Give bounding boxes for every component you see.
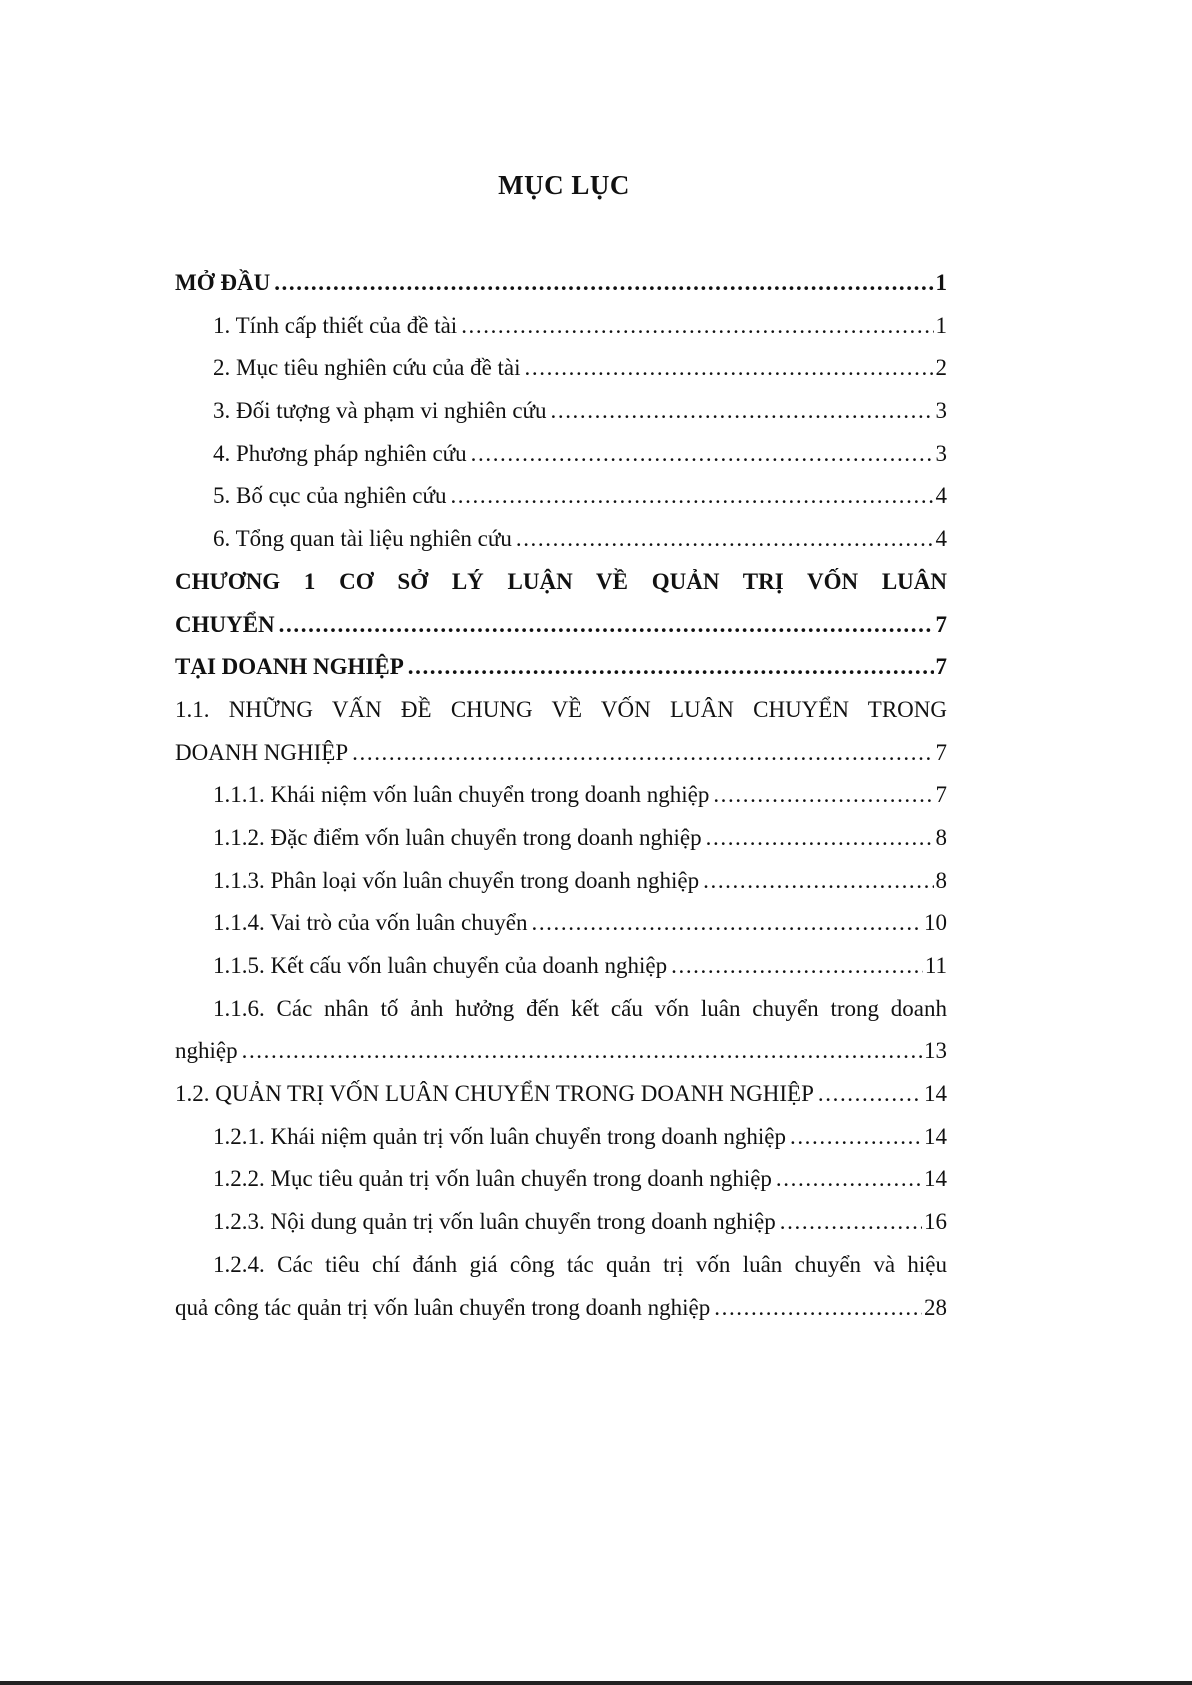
- toc-entry[interactable]: [175, 1116, 947, 1159]
- toc-entry-label: 6. Tổng quan tài liệu nghiên cứu: [213, 526, 512, 552]
- dot-leader: [352, 732, 933, 775]
- toc-entry[interactable]: [175, 945, 947, 988]
- toc-entry[interactable]: [175, 860, 947, 903]
- page-title: MỤC LỤC: [498, 170, 630, 200]
- toc-entry[interactable]: [175, 305, 947, 348]
- dot-leader: [551, 390, 934, 433]
- toc-entry-label: 1.1.3. Phân loại vốn luân chuyển trong doanh nghiệp: [213, 867, 700, 893]
- toc-entry[interactable]: [175, 561, 947, 604]
- toc-entry-label: 2. Mục tiêu nghiên cứu của đề tài: [213, 355, 521, 381]
- dot-leader: [471, 433, 934, 476]
- toc-entry[interactable]: [175, 1244, 947, 1287]
- dot-leader: [516, 518, 934, 561]
- dot-leader: [703, 860, 933, 903]
- toc-entry-page: 7: [935, 611, 947, 637]
- toc-entry[interactable]: [175, 433, 947, 476]
- dot-leader: [713, 774, 933, 817]
- toc-entry-page: 10: [924, 910, 947, 936]
- dot-leader: [790, 1116, 922, 1159]
- toc-entry[interactable]: [175, 646, 947, 689]
- toc-entry-page: 4: [935, 526, 947, 552]
- toc-entry[interactable]: [175, 1287, 947, 1330]
- toc-entry-page: 14: [924, 1166, 947, 1192]
- toc-entry[interactable]: [175, 390, 947, 433]
- toc-entry-page: 11: [924, 953, 947, 978]
- toc-entry-label: 1.1.6. Các nhân tố ảnh hưởng đến kết cấu vốn luân chuyển trong doanh: [213, 995, 947, 1021]
- toc-entry-page: 8: [935, 824, 947, 850]
- toc-entry-page: 1: [935, 270, 947, 295]
- page-bottom-border: [0, 1681, 1192, 1685]
- toc-entry-label: CHUYỂN: [175, 611, 275, 637]
- toc-entry[interactable]: [175, 518, 947, 561]
- toc-entry-page: 8: [935, 867, 947, 893]
- toc-entry-label: 4. Phương pháp nghiên cứu: [213, 440, 467, 466]
- toc-entry-label: 1.1.4. Vai trò của vốn luân chuyển: [213, 910, 528, 936]
- toc-entry[interactable]: [175, 902, 947, 945]
- toc-entry[interactable]: [175, 1030, 947, 1073]
- toc-entry-page: 16: [924, 1209, 947, 1235]
- toc-entry[interactable]: [175, 347, 947, 390]
- toc-entry[interactable]: [175, 817, 947, 860]
- toc-entry[interactable]: [175, 604, 947, 647]
- toc-entry-page: 7: [935, 654, 947, 680]
- toc-entry-page: 7: [935, 782, 947, 808]
- toc-entry[interactable]: [175, 774, 947, 817]
- toc-entry-label: 1. Tính cấp thiết của đề tài: [213, 312, 458, 338]
- toc-entry-label: MỞ ĐẦU: [175, 270, 271, 295]
- dot-leader: [780, 1201, 922, 1244]
- dot-leader: [706, 817, 934, 860]
- toc-entry-label: 3. Đối tượng và phạm vi nghiên cứu: [213, 398, 547, 424]
- dot-leader: [714, 1287, 922, 1330]
- toc-entry-page: 13: [924, 1038, 947, 1064]
- table-of-contents: [175, 262, 947, 1329]
- toc-entry[interactable]: [175, 1201, 947, 1244]
- toc-entry-label: nghiệp: [175, 1038, 238, 1064]
- toc-entry-label: 1.1.5. Kết cấu vốn luân chuyển của doanh nghiệp: [213, 953, 668, 978]
- toc-entry[interactable]: [175, 262, 947, 305]
- toc-entry[interactable]: [175, 475, 947, 518]
- toc-entry-page: 2: [935, 355, 947, 381]
- toc-entry-label: 1.2.4. Các tiêu chí đánh giá công tác quản trị vốn luân chuyển và hiệu: [213, 1251, 947, 1277]
- dot-leader: [242, 1030, 922, 1073]
- toc-entry-label: 1.2.1. Khái niệm quản trị vốn luân chuyển trong doanh nghiệp: [213, 1123, 786, 1149]
- dot-leader: [450, 475, 933, 518]
- toc-entry[interactable]: [175, 1158, 947, 1201]
- dot-leader: [776, 1158, 922, 1201]
- toc-entry[interactable]: [175, 689, 947, 732]
- toc-entry-label: DOANH NGHIỆP: [175, 739, 349, 765]
- toc-entry[interactable]: [175, 1073, 947, 1116]
- toc-entry-page: 3: [935, 440, 947, 466]
- toc-entry-label: 1.1.1. Khái niệm vốn luân chuyển trong doanh nghiệp: [213, 782, 710, 808]
- toc-entry-page: 3: [935, 398, 947, 424]
- toc-entry-label: 1.2.2. Mục tiêu quản trị vốn luân chuyển trong doanh nghiệp: [213, 1166, 772, 1192]
- toc-entry-page: 4: [935, 483, 947, 509]
- toc-entry-label: 1.1. NHỮNG VẤN ĐỀ CHUNG VỀ VỐN LUÂN CHUYỂN TRONG: [175, 696, 947, 722]
- dot-leader: [531, 902, 922, 945]
- dot-leader: [461, 305, 933, 348]
- toc-entry-page: 1: [935, 312, 947, 338]
- toc-entry-label: 1.2.3. Nội dung quản trị vốn luân chuyển trong doanh nghiệp: [213, 1209, 776, 1235]
- dot-leader: [279, 604, 934, 647]
- dot-leader: [408, 646, 934, 689]
- toc-entry-label: 1.2. QUẢN TRỊ VỐN LUÂN CHUYỂN TRONG DOANH NGHIỆP: [175, 1081, 814, 1107]
- dot-leader: [818, 1073, 922, 1116]
- toc-entry-label: CHƯƠNG 1 CƠ SỞ LÝ LUẬN VỀ QUẢN TRỊ VỐN LUÂN: [175, 568, 947, 594]
- dot-leader: [274, 262, 933, 305]
- toc-entry[interactable]: [175, 988, 947, 1031]
- toc-entry-page: 7: [935, 739, 947, 765]
- toc-entry[interactable]: [175, 732, 947, 775]
- dot-leader: [671, 945, 923, 988]
- toc-entry-page: 28: [924, 1294, 947, 1320]
- toc-entry-label: 1.1.2. Đặc điểm vốn luân chuyển trong doanh nghiệp: [213, 824, 702, 850]
- toc-entry-page: 14: [924, 1123, 947, 1149]
- dot-leader: [525, 347, 934, 390]
- toc-entry-label: TẠI DOANH NGHIỆP: [175, 654, 404, 680]
- toc-entry-label: 5. Bố cục của nghiên cứu: [213, 483, 447, 509]
- toc-entry-page: 14: [924, 1081, 947, 1107]
- toc-entry-label: quả công tác quản trị vốn luân chuyển trong doanh nghiệp: [175, 1294, 711, 1320]
